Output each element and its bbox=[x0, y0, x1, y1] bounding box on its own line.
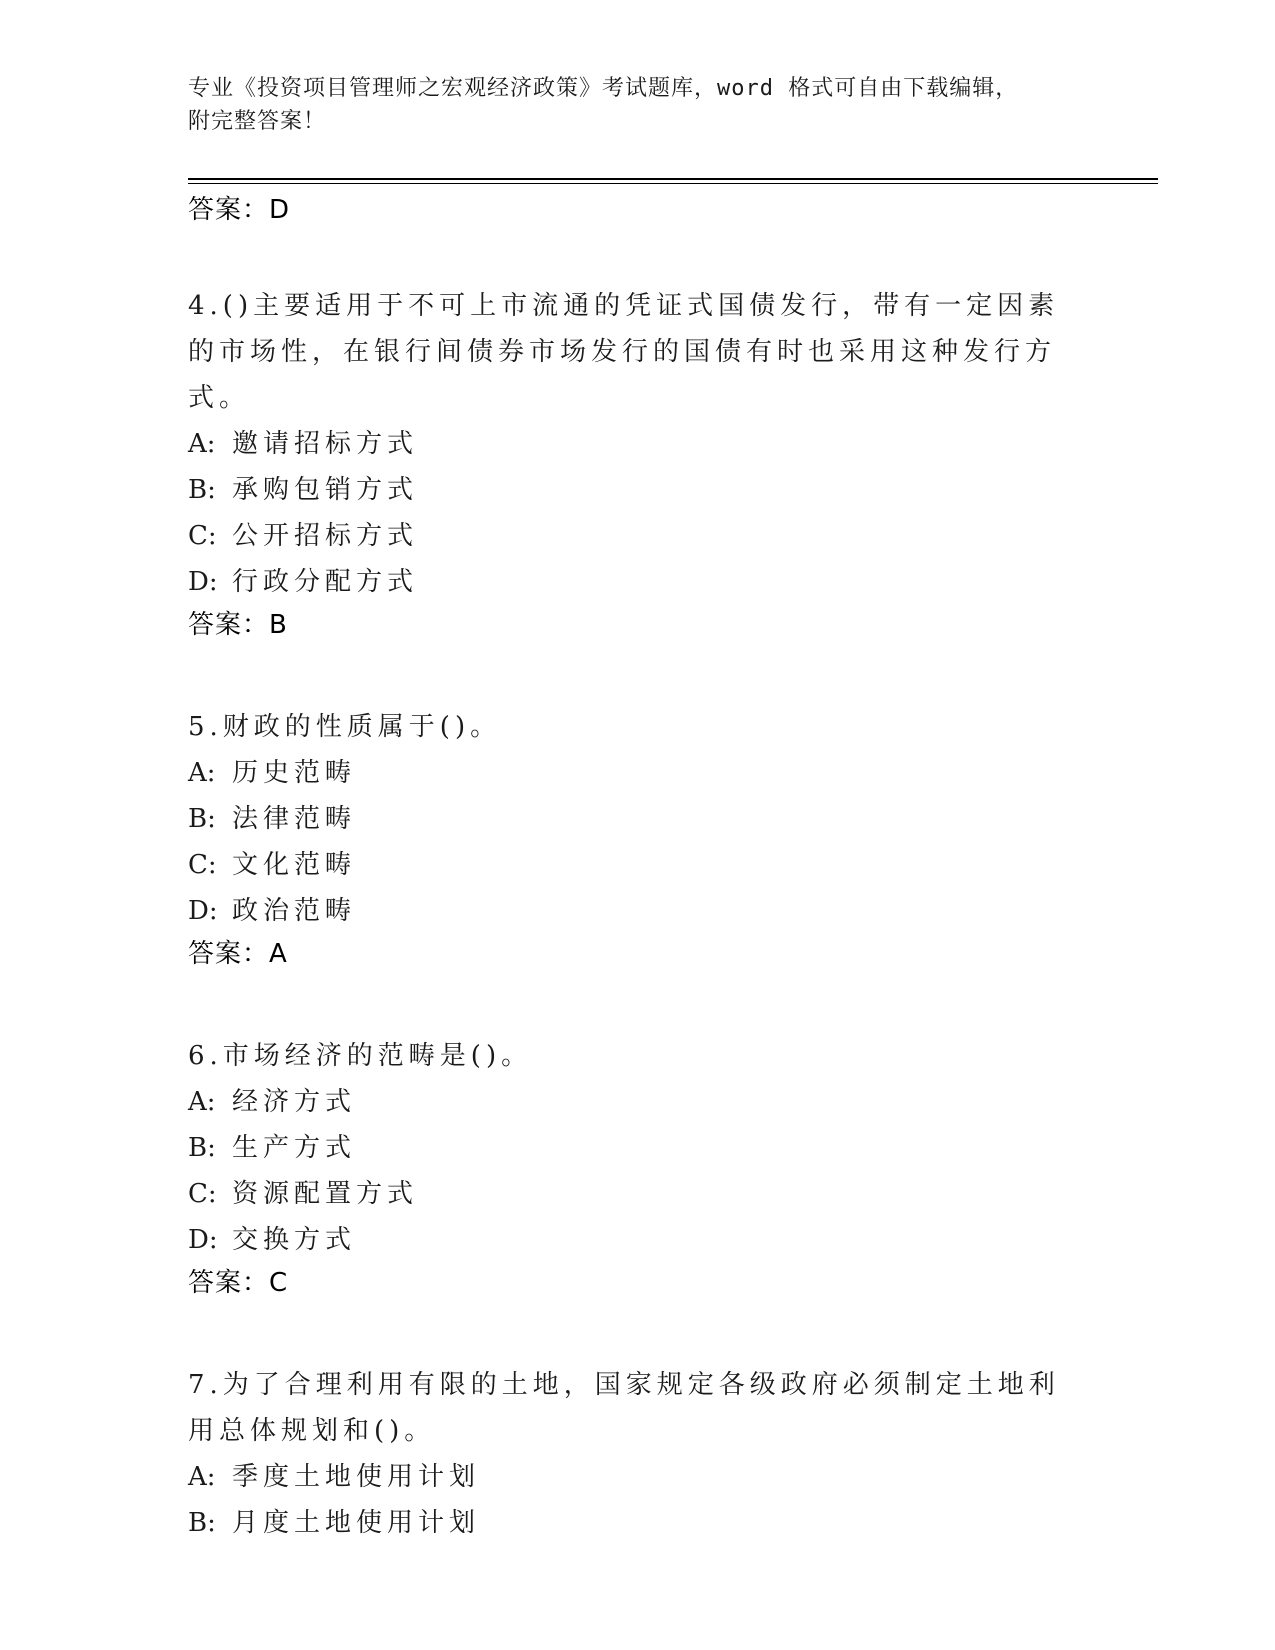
option-key: D: bbox=[188, 567, 218, 597]
option-b bbox=[188, 1500, 1158, 1546]
option-b bbox=[188, 1125, 1158, 1171]
option-c bbox=[188, 842, 1158, 888]
option-text: 交换方式 bbox=[232, 1225, 357, 1255]
header-line-1: 专业《投资项目管理师之宏观经济政策》考试题库，word 格式可自由下载编辑， bbox=[188, 76, 1019, 101]
option-key: A: bbox=[188, 1462, 216, 1492]
option-c bbox=[188, 513, 1158, 559]
previous-question-answer: 答案：D bbox=[188, 195, 291, 225]
document-header-note bbox=[188, 72, 1088, 138]
option-key: B: bbox=[188, 1133, 216, 1163]
option-key: C: bbox=[188, 1179, 217, 1209]
option-key: B: bbox=[188, 1508, 216, 1538]
option-text: 文化范畴 bbox=[232, 850, 357, 880]
option-key: C: bbox=[188, 850, 217, 880]
header-line-2: 附完整答案！ bbox=[188, 109, 327, 134]
question-7 bbox=[188, 1362, 1158, 1546]
option-key: C: bbox=[188, 521, 217, 551]
option-text: 历史范畴 bbox=[232, 758, 357, 788]
option-text: 季度土地使用计划 bbox=[232, 1462, 481, 1492]
option-b bbox=[188, 796, 1158, 842]
option-text: 邀请招标方式 bbox=[232, 429, 419, 459]
option-a bbox=[188, 1454, 1158, 1500]
question-list bbox=[188, 283, 1158, 1546]
question-answer: 答案：A bbox=[188, 939, 288, 969]
option-d bbox=[188, 1217, 1158, 1263]
option-text: 公开招标方式 bbox=[232, 521, 419, 551]
header-divider-thin bbox=[188, 183, 1158, 184]
option-b bbox=[188, 467, 1158, 513]
option-text: 生产方式 bbox=[232, 1133, 357, 1163]
option-key: A: bbox=[188, 429, 216, 459]
question-stem: 4.()主要适用于不可上市流通的凭证式国债发行，带有一定因素的市场性，在银行间债券市场发行的国债有时也采用这种发行方式。 bbox=[188, 291, 1060, 413]
option-d bbox=[188, 559, 1158, 605]
question-stem: 5.财政的性质属于()。 bbox=[188, 712, 502, 742]
option-text: 行政分配方式 bbox=[232, 567, 419, 597]
option-key: A: bbox=[188, 1087, 216, 1117]
question-4 bbox=[188, 283, 1158, 645]
option-text: 法律范畴 bbox=[232, 804, 357, 834]
option-d bbox=[188, 888, 1158, 934]
question-answer: 答案：B bbox=[188, 610, 288, 640]
option-c bbox=[188, 1171, 1158, 1217]
option-key: D: bbox=[188, 1225, 218, 1255]
option-a bbox=[188, 1079, 1158, 1125]
option-a bbox=[188, 421, 1158, 467]
option-text: 月度土地使用计划 bbox=[232, 1508, 481, 1538]
option-key: B: bbox=[188, 475, 216, 505]
question-stem: 6.市场经济的范畴是()。 bbox=[188, 1041, 533, 1071]
option-text: 政治范畴 bbox=[232, 896, 357, 926]
option-text: 经济方式 bbox=[232, 1087, 357, 1117]
document-page bbox=[188, 0, 1158, 1650]
option-a bbox=[188, 750, 1158, 796]
header-divider-thick bbox=[188, 178, 1158, 180]
question-5 bbox=[188, 704, 1158, 974]
question-answer: 答案：C bbox=[188, 1268, 289, 1298]
question-stem: 7.为了合理利用有限的土地，国家规定各级政府必须制定土地利用总体规划和()。 bbox=[188, 1370, 1060, 1446]
question-6 bbox=[188, 1033, 1158, 1303]
option-text: 资源配置方式 bbox=[232, 1179, 419, 1209]
option-key: A: bbox=[188, 758, 216, 788]
option-key: B: bbox=[188, 804, 216, 834]
option-text: 承购包销方式 bbox=[232, 475, 419, 505]
option-key: D: bbox=[188, 896, 218, 926]
